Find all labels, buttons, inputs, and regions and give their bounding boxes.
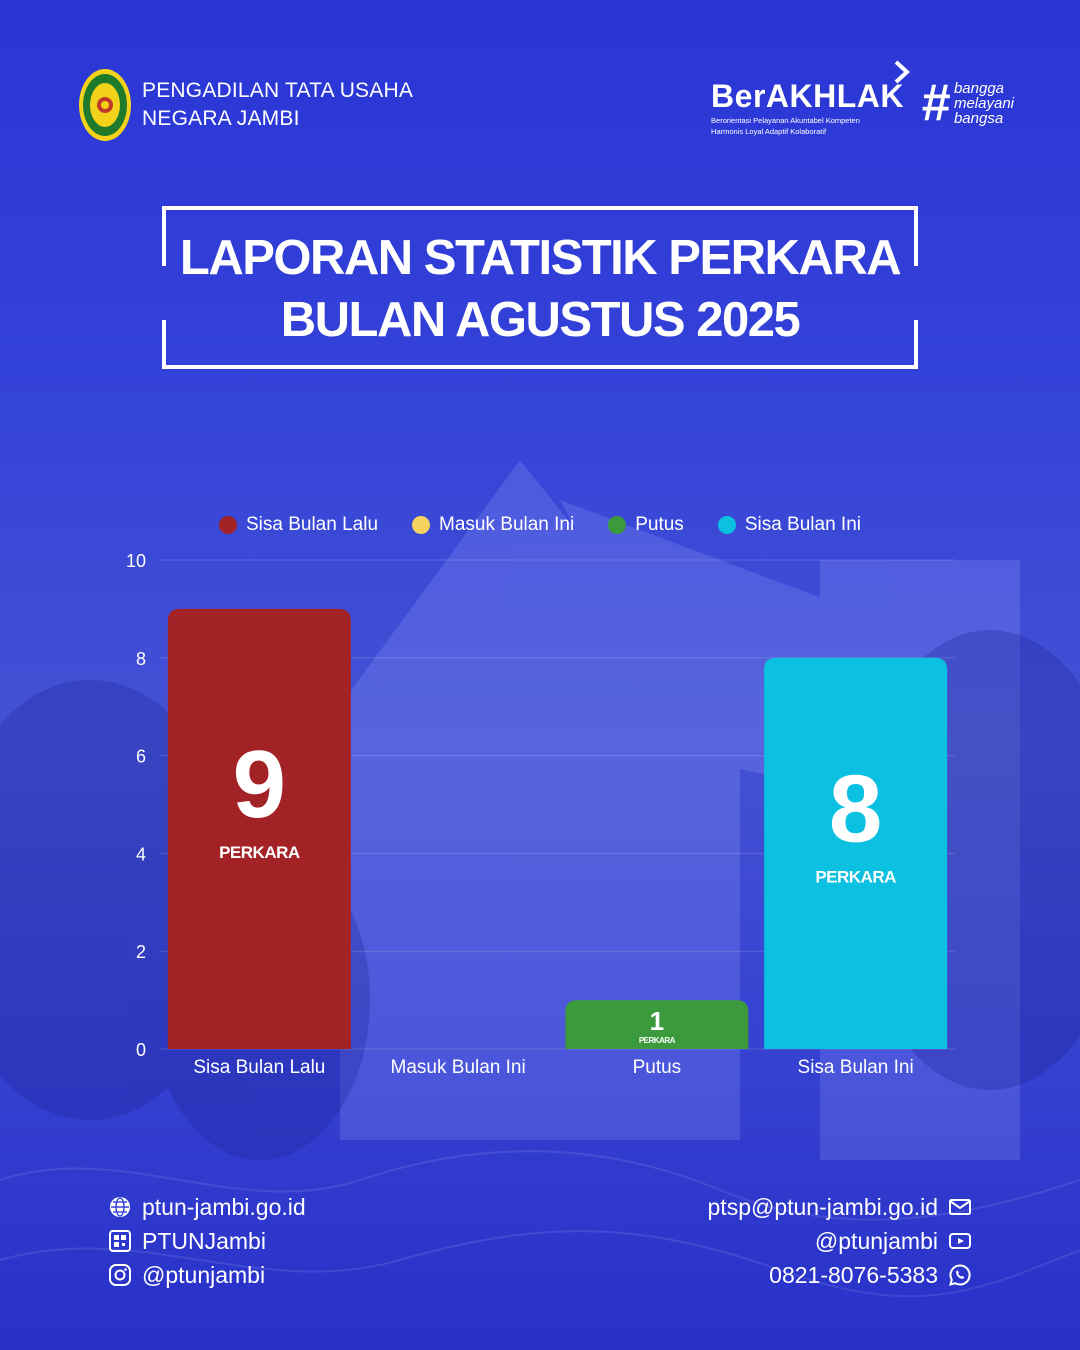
instagram-icon [108, 1263, 132, 1287]
x-category-label: Sisa Bulan Ini [797, 1057, 914, 1078]
qr-handle[interactable]: PTUNJambi [142, 1227, 266, 1254]
globe-icon [108, 1195, 132, 1219]
website-link[interactable]: ptun-jambi.go.id [142, 1193, 306, 1220]
envelope-icon [948, 1195, 972, 1219]
court-name-line2: NEGARA JAMBI [142, 107, 300, 130]
youtube-handle[interactable]: @ptunjambi [814, 1227, 938, 1254]
y-tick-label: 6 [135, 746, 146, 767]
berakhlak-tagline-2: Harmonis Loyal Adaptif Kolaboratif [711, 127, 827, 136]
footer-contacts-left [108, 1190, 306, 1292]
youtube-icon [948, 1229, 972, 1253]
youtube-row[interactable] [708, 1224, 972, 1258]
qr-row[interactable] [108, 1224, 306, 1258]
bar-value-label: 8 [828, 755, 883, 863]
legend-label: Masuk Bulan Ini [439, 514, 575, 535]
hashtag-word-3: bangsa [953, 109, 1004, 127]
x-category-label: Putus [632, 1057, 682, 1078]
whatsapp-icon [948, 1263, 972, 1287]
court-name-line1: PENGADILAN TATA USAHA [142, 79, 414, 102]
bar-unit-label: PERKARA [219, 842, 300, 862]
email-row[interactable] [708, 1190, 972, 1224]
qr-code-icon [108, 1229, 132, 1253]
x-category-label: Sisa Bulan Lalu [193, 1057, 326, 1078]
footer-contacts-right [708, 1190, 972, 1292]
berakhlak-wordmark: BerAKHLAK [711, 78, 904, 114]
legend-label: Sisa Bulan Lalu [245, 514, 379, 535]
bar-unit-label: PERKARA [638, 1036, 675, 1046]
y-tick-label: 2 [135, 942, 146, 963]
title-line-1: LAPORAN STATISTIK PERKARA [179, 231, 901, 285]
y-tick-label: 0 [135, 1040, 146, 1060]
x-category-label: Masuk Bulan Ini [390, 1057, 526, 1078]
title-line-2: BULAN AGUSTUS 2025 [280, 293, 800, 347]
phone-row[interactable] [708, 1258, 972, 1292]
hash-icon: # [921, 74, 950, 132]
phone-number[interactable]: 0821-8076-5383 [769, 1261, 938, 1288]
instagram-handle[interactable]: @ptunjambi [142, 1261, 266, 1288]
website-row[interactable] [108, 1190, 306, 1224]
y-tick-label: 8 [135, 648, 146, 669]
legend-label: Sisa Bulan Ini [744, 514, 861, 535]
bar-value-label: 1 [649, 1006, 665, 1037]
hashtag-word-1: bangga [953, 79, 1005, 97]
bar-value-label: 9 [232, 730, 287, 838]
email-link[interactable]: ptsp@ptun-jambi.go.id [707, 1193, 938, 1220]
hashtag-word-2: melayani [953, 94, 1014, 112]
bar-unit-label: PERKARA [815, 867, 896, 887]
berakhlak-tagline-1: Berorientasi Pelayanan Akuntabel Kompeten [711, 116, 860, 125]
y-tick-label: 4 [135, 844, 146, 865]
instagram-row[interactable] [108, 1258, 306, 1292]
legend-label: Putus [635, 514, 684, 535]
y-tick-label: 10 [125, 551, 146, 571]
